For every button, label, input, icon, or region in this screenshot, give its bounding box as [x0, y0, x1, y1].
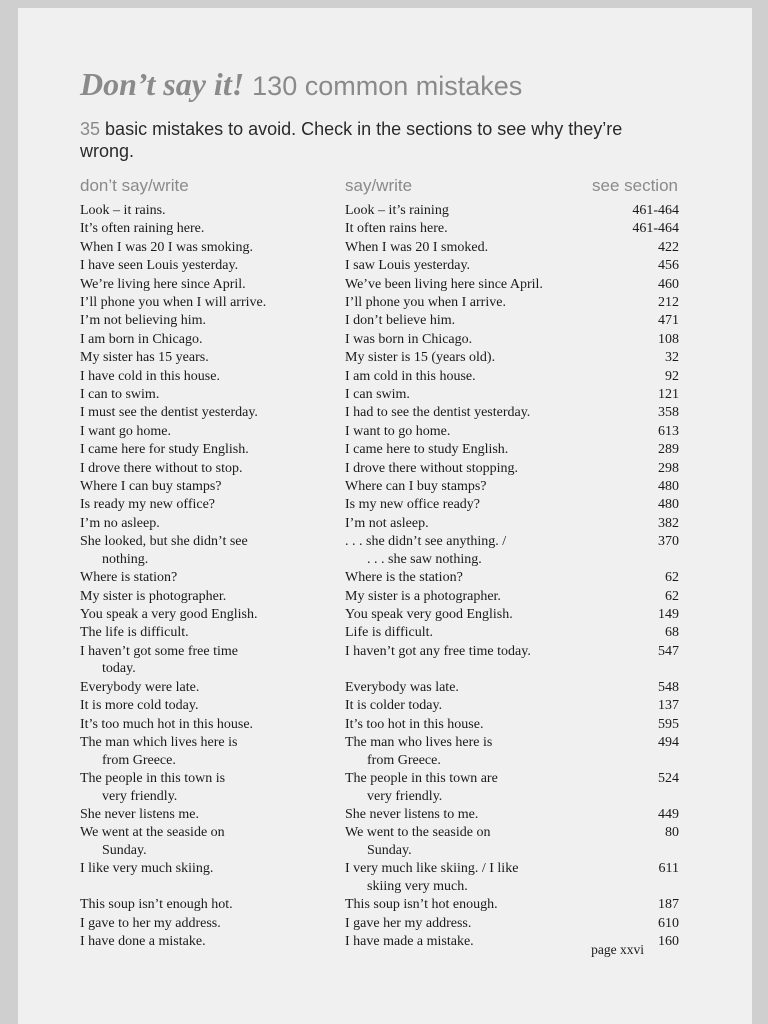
section-number: 449 [658, 807, 679, 822]
correct-phrase-line: I am cold in this house. [345, 368, 476, 384]
title-subtitle: 130 common mistakes [252, 71, 523, 101]
incorrect-phrase-line: I haven’t got some free time [80, 643, 238, 659]
section-number: 68 [665, 625, 679, 641]
incorrect-phrase [80, 860, 342, 878]
correct-phrase-line: . . . she saw nothing. [367, 551, 482, 567]
section-number: 289 [658, 442, 679, 458]
incorrect-phrase-line: I like very much skiing. [80, 861, 214, 877]
correct-phrase-line: I can swim. [345, 387, 410, 402]
incorrect-phrase-line: Look – it rains. [80, 203, 166, 218]
section-number: 460 [658, 276, 679, 292]
section-number: 212 [658, 295, 679, 310]
correct-phrase [345, 257, 620, 275]
correct-phrase [345, 386, 620, 404]
incorrect-phrase [80, 824, 342, 859]
correct-phrase-line: I had to see the dentist yesterday. [345, 405, 531, 421]
incorrect-phrase-line: Everybody were late. [80, 679, 200, 695]
incorrect-phrase [80, 239, 342, 257]
correct-phrase-line: I’m not asleep. [345, 515, 429, 531]
header-say: say/write [345, 176, 413, 195]
section-number: 422 [658, 239, 679, 255]
incorrect-phrase [80, 294, 342, 312]
incorrect-phrase-line: I have cold in this house. [80, 368, 220, 384]
incorrect-phrase-line: My sister has 15 years. [80, 350, 209, 366]
intro-text [80, 118, 680, 162]
incorrect-phrase-line: I have seen Louis yesterday. [80, 258, 239, 274]
incorrect-phrase-line: from Greece. [102, 752, 176, 768]
correct-phrase-line: Where can I buy stamps? [345, 479, 487, 494]
incorrect-phrase [80, 202, 342, 220]
incorrect-phrase-line: Where is station? [80, 570, 178, 586]
correct-phrase-line: Everybody was late. [345, 679, 459, 695]
correct-phrase [345, 368, 620, 386]
correct-phrase-line: My sister is a photographer. [345, 588, 501, 604]
incorrect-phrase [80, 533, 342, 568]
incorrect-phrase [80, 933, 342, 951]
correct-phrase [345, 569, 620, 587]
correct-phrase [345, 679, 620, 697]
section-number: 471 [658, 313, 679, 329]
correct-phrase-line: I was born in Chicago. [345, 331, 473, 347]
incorrect-phrase [80, 386, 342, 404]
correct-phrase [345, 533, 620, 568]
incorrect-phrase-line: When I was 20 I was smoking. [80, 239, 254, 255]
correct-phrase [345, 716, 620, 734]
incorrect-phrase-line: She looked, but she didn’t see [80, 534, 248, 550]
section-number: 480 [658, 479, 679, 494]
correct-phrase [345, 239, 620, 257]
section-number: 613 [658, 423, 679, 439]
incorrect-phrase [80, 679, 342, 697]
incorrect-phrase-line: It’s often raining here. [80, 221, 205, 237]
section-number: 108 [658, 331, 679, 347]
incorrect-phrase-line: My sister is photographer. [80, 588, 227, 604]
correct-phrase-line: I haven’t got any free time today. [345, 643, 531, 659]
correct-phrase-line: We’ve been living here since April. [345, 276, 543, 292]
incorrect-phrase-line: I can to swim. [80, 387, 160, 402]
incorrect-phrase-line: very friendly. [102, 788, 178, 804]
section-number: 187 [658, 897, 679, 913]
section-number: 548 [658, 679, 679, 695]
incorrect-phrase-line: I’ll phone you when I will arrive. [80, 295, 267, 310]
incorrect-phrase [80, 257, 342, 275]
correct-phrase-line: Life is difficult. [345, 625, 433, 641]
incorrect-phrase [80, 441, 342, 459]
correct-phrase-line: I’ll phone you when I arrive. [345, 295, 506, 310]
section-number: 80 [665, 825, 679, 841]
section-number: 298 [658, 460, 679, 476]
incorrect-phrase [80, 716, 342, 734]
correct-phrase [345, 806, 620, 824]
section-number: 160 [658, 934, 679, 950]
correct-phrase [345, 824, 620, 859]
incorrect-phrase-line: I have done a mistake. [80, 934, 206, 950]
section-number: 121 [658, 387, 679, 402]
incorrect-phrase [80, 312, 342, 330]
correct-phrase [345, 331, 620, 349]
section-number: 32 [665, 350, 679, 366]
incorrect-phrase [80, 624, 342, 642]
header-see-section: see section [592, 176, 678, 195]
incorrect-phrase-line: The life is difficult. [80, 625, 189, 641]
intro-sentence: basic mistakes to avoid. Check in the sections to see why they’re wrong. [80, 119, 623, 161]
correct-phrase-line: I came here to study English. [345, 442, 509, 458]
incorrect-phrase-line: Where I can buy stamps? [80, 479, 222, 494]
incorrect-phrase-line: You speak a very good English. [80, 607, 258, 622]
incorrect-phrase [80, 734, 342, 769]
correct-phrase-line: It is colder today. [345, 698, 443, 714]
section-number: 62 [665, 588, 679, 604]
incorrect-phrase-line: It’s too much hot in this house. [80, 716, 254, 732]
section-number: 547 [658, 643, 679, 659]
correct-phrase-line: It’s too hot in this house. [345, 716, 484, 732]
incorrect-phrase [80, 220, 342, 238]
correct-phrase [345, 606, 620, 624]
incorrect-phrase [80, 331, 342, 349]
correct-phrase [345, 312, 620, 330]
correct-phrase-line: I don’t believe him. [345, 313, 456, 329]
header-dont-say: don’t say/write [80, 176, 189, 195]
correct-phrase [345, 860, 620, 895]
incorrect-phrase [80, 478, 342, 496]
correct-phrase-line: I saw Louis yesterday. [345, 258, 471, 274]
incorrect-phrase-line: It is more cold today. [80, 698, 199, 714]
section-number: 149 [658, 607, 679, 622]
incorrect-phrase-line: We went at the seaside on [80, 825, 225, 841]
incorrect-phrase-line: We’re living here since April. [80, 276, 246, 292]
correct-phrase-line: Is my new office ready? [345, 497, 481, 513]
correct-phrase-line: I drove there without stopping. [345, 460, 519, 476]
correct-phrase-line: Sunday. [367, 842, 412, 858]
section-number: 92 [665, 368, 679, 384]
incorrect-phrase [80, 276, 342, 294]
correct-phrase-line: Look – it’s raining [345, 203, 449, 218]
correct-phrase-line: You speak very good English. [345, 607, 513, 622]
correct-phrase-line: It often rains here. [345, 221, 448, 237]
correct-phrase [345, 404, 620, 422]
correct-phrase-line: We went to the seaside on [345, 825, 491, 841]
section-number: 494 [658, 735, 679, 750]
incorrect-phrase [80, 368, 342, 386]
incorrect-phrase-line: nothing. [102, 551, 149, 567]
page-number: page xxvi [591, 942, 644, 957]
section-number: 480 [658, 497, 679, 513]
correct-phrase [345, 734, 620, 769]
section-number: 358 [658, 405, 679, 421]
correct-phrase [345, 349, 620, 367]
incorrect-phrase-line: This soup isn’t enough hot. [80, 897, 233, 913]
correct-phrase-line: Where is the station? [345, 570, 463, 586]
incorrect-phrase-line: I came here for study English. [80, 442, 249, 458]
section-number: 610 [658, 915, 679, 931]
correct-phrase [345, 202, 620, 220]
section-number: 611 [658, 861, 679, 877]
incorrect-phrase-line: I drove there without to stop. [80, 460, 243, 476]
section-number: 461-464 [632, 203, 679, 218]
section-number: 461-464 [632, 221, 679, 237]
incorrect-phrase [80, 423, 342, 441]
incorrect-phrase [80, 496, 342, 514]
correct-phrase-line: I want to go home. [345, 423, 451, 439]
incorrect-phrase [80, 460, 342, 478]
correct-phrase [345, 643, 620, 661]
incorrect-phrase-line: I must see the dentist yesterday. [80, 405, 258, 421]
correct-phrase [345, 588, 620, 606]
incorrect-phrase-line: The man which lives here is [80, 735, 238, 750]
incorrect-phrase-line: Sunday. [102, 842, 147, 858]
incorrect-phrase-line: Is ready my new office? [80, 497, 216, 513]
incorrect-phrase-line: I am born in Chicago. [80, 331, 203, 347]
section-number: 382 [658, 515, 679, 531]
correct-phrase-line: She never listens to me. [345, 807, 479, 822]
intro-number: 35 [80, 119, 101, 139]
correct-phrase-line: I have made a mistake. [345, 934, 474, 950]
correct-phrase [345, 220, 620, 238]
section-number: 62 [665, 570, 679, 586]
correct-phrase-line: My sister is 15 (years old). [345, 350, 496, 366]
incorrect-phrase [80, 643, 342, 678]
correct-phrase-line: very friendly. [367, 788, 443, 804]
incorrect-phrase-line: I’m not believing him. [80, 313, 206, 329]
incorrect-phrase [80, 770, 342, 805]
title-italic: Don’t say it! [80, 66, 245, 102]
correct-phrase [345, 478, 620, 496]
correct-phrase [345, 515, 620, 533]
incorrect-phrase [80, 896, 342, 914]
correct-phrase-line: The people in this town are [345, 771, 498, 786]
incorrect-phrase-line: The people in this town is [80, 771, 226, 786]
correct-phrase [345, 423, 620, 441]
incorrect-phrase-line: I want go home. [80, 423, 171, 439]
incorrect-phrase [80, 569, 342, 587]
correct-phrase-line: When I was 20 I smoked. [345, 239, 489, 255]
correct-phrase-line: I very much like skiing. / I like [345, 861, 519, 877]
incorrect-phrase-line: I gave to her my address. [80, 915, 221, 931]
correct-phrase-line: The man who lives here is [345, 735, 493, 750]
section-number: 370 [658, 534, 679, 550]
correct-phrase-line: from Greece. [367, 752, 441, 768]
correct-phrase-line: I gave her my address. [345, 915, 472, 931]
incorrect-phrase [80, 915, 342, 933]
correct-phrase-line: This soup isn’t hot enough. [345, 897, 498, 913]
incorrect-phrase-line: I’m no asleep. [80, 515, 160, 531]
incorrect-phrase [80, 806, 342, 824]
correct-phrase [345, 770, 620, 805]
correct-phrase [345, 896, 620, 914]
section-number: 524 [658, 771, 679, 786]
correct-phrase [345, 697, 620, 715]
page-title [80, 66, 522, 103]
correct-phrase [345, 460, 620, 478]
incorrect-phrase [80, 606, 342, 624]
correct-phrase-line: . . . she didn’t see anything. / [345, 534, 507, 550]
correct-phrase [345, 915, 620, 933]
incorrect-phrase [80, 515, 342, 533]
section-number: 456 [658, 258, 679, 274]
incorrect-phrase [80, 349, 342, 367]
correct-phrase-line: skiing very much. [367, 878, 468, 894]
incorrect-phrase [80, 588, 342, 606]
incorrect-phrase [80, 697, 342, 715]
section-number: 595 [658, 716, 679, 732]
correct-phrase [345, 496, 620, 514]
section-number: 137 [658, 698, 679, 714]
correct-phrase [345, 276, 620, 294]
correct-phrase [345, 294, 620, 312]
correct-phrase [345, 624, 620, 642]
incorrect-phrase-line: today. [102, 661, 136, 677]
incorrect-phrase-line: She never listens me. [80, 807, 199, 822]
correct-phrase [345, 441, 620, 459]
incorrect-phrase [80, 404, 342, 422]
